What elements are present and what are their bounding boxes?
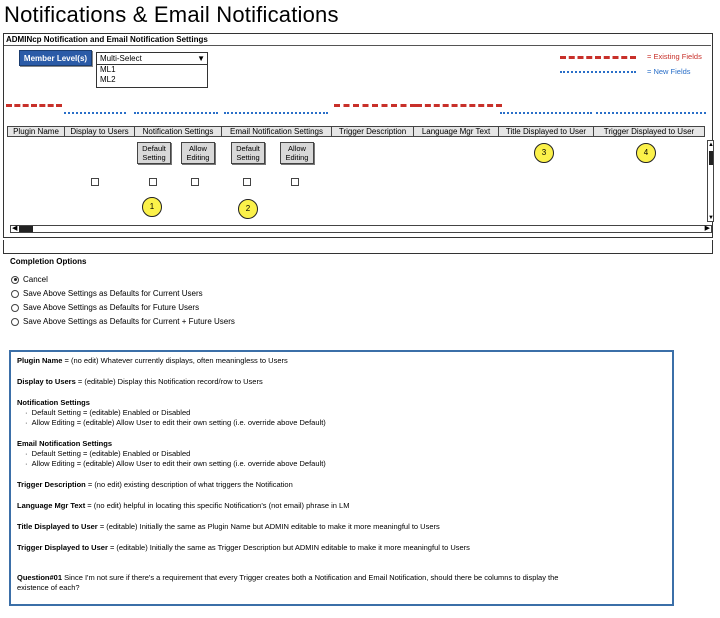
radio-icon[interactable]	[11, 290, 19, 298]
page-title: Notifications & Email Notifications	[4, 2, 339, 27]
horizontal-scrollbar[interactable]	[10, 225, 712, 233]
button-label-line: Setting	[142, 153, 166, 162]
option-label: Save Above Settings as Defaults for Future Users	[23, 303, 200, 312]
button-label-line: Editing	[186, 153, 210, 162]
panel-header: ADMINcp Notification and Email Notification Settings	[6, 35, 208, 44]
button-label-line: Allow	[189, 144, 207, 153]
annotation-marker-2: 2	[238, 199, 258, 219]
existing-field-mark	[334, 104, 416, 107]
legend-existing-swatch	[560, 56, 636, 59]
note-email-notification-settings: Email Notification Settings	[17, 439, 113, 448]
new-field-mark	[224, 112, 328, 114]
option-ml1[interactable]: ML1	[100, 65, 116, 74]
note-title-displayed: Title Displayed to User = (editable) Initially the same as Plugin Name but ADMIN editable to make it more meaningful to Users	[17, 522, 440, 531]
note-trigger-description: Trigger Description = (no edit) existing description of what triggers the Notification	[17, 480, 293, 489]
note-trigger-displayed: Trigger Displayed to User = (editable) Initially the same as Trigger Description but ADMIN editable to make it more meaningful to Users	[17, 543, 470, 552]
option-label: Save Above Settings as Defaults for Current + Future Users	[23, 317, 235, 326]
col-title-displayed: Title Displayed to User	[498, 126, 594, 137]
display-to-users-checkbox[interactable]	[91, 178, 99, 186]
legend-new-swatch	[560, 71, 636, 73]
settings-panel	[3, 33, 713, 238]
note-bullet: · Default Setting = (editable) Enabled or Disabled	[25, 408, 191, 417]
dropdown-arrow-icon[interactable]: ▼	[197, 54, 205, 63]
col-trigger-displayed: Trigger Displayed to User	[593, 126, 705, 137]
legend-new-label: = New Fields	[647, 67, 691, 76]
col-notification-settings: Notification Settings	[134, 126, 222, 137]
completion-options-title: Completion Options	[10, 257, 87, 266]
radio-selected-icon[interactable]	[11, 276, 19, 284]
panel-footer	[3, 240, 713, 254]
notification-allow-checkbox[interactable]	[191, 178, 199, 186]
col-email-notification-settings: Email Notification Settings	[221, 126, 332, 137]
note-plugin-name: Plugin Name = (no edit) Whatever currently displays, often meaningless to Users	[17, 356, 288, 365]
button-label-line: Allow	[288, 144, 306, 153]
col-language-mgr-text: Language Mgr Text	[413, 126, 499, 137]
legend-existing-label: = Existing Fields	[647, 52, 702, 61]
col-trigger-description: Trigger Description	[331, 126, 414, 137]
vertical-scroll-thumb[interactable]	[709, 151, 713, 165]
new-field-mark	[64, 112, 126, 114]
email-default-checkbox[interactable]	[243, 178, 251, 186]
new-field-mark	[134, 112, 218, 114]
annotation-marker-4: 4	[636, 143, 656, 163]
col-plugin-name: Plugin Name	[7, 126, 65, 137]
button-label-line: Default	[236, 144, 260, 153]
horizontal-scroll-thumb[interactable]	[19, 226, 33, 232]
vertical-scrollbar[interactable]	[707, 140, 714, 222]
member-level-button[interactable]: Member Level(s)	[19, 50, 92, 66]
note-language-mgr-text: Language Mgr Text = (no edit) helpful in locating this specific Notification's (not email) phrase in LM	[17, 501, 350, 510]
note-bullet: · Allow Editing = (editable) Allow User to edit their own setting (i.e. override above Default)	[25, 459, 326, 468]
notification-allow-editing-button[interactable]	[181, 142, 215, 164]
annotation-marker-3: 3	[534, 143, 554, 163]
select-value: Multi-Select	[100, 54, 142, 63]
note-notification-settings: Notification Settings	[17, 398, 90, 407]
existing-field-mark	[6, 104, 62, 107]
option-label: Save Above Settings as Defaults for Current Users	[23, 289, 203, 298]
panel-header-divider	[4, 45, 711, 46]
existing-field-mark	[416, 104, 502, 107]
radio-icon[interactable]	[11, 304, 19, 312]
completion-option-current[interactable]	[11, 289, 203, 298]
radio-icon[interactable]	[11, 318, 19, 326]
note-question-continued: existence of each?	[17, 583, 80, 592]
member-level-options	[96, 65, 208, 88]
email-default-setting-button[interactable]	[231, 142, 265, 164]
new-field-mark	[596, 112, 706, 114]
note-display-to-users: Display to Users = (editable) Display this Notification record/row to Users	[17, 377, 263, 386]
scroll-up-icon[interactable]: ▲	[708, 142, 714, 148]
button-label-line: Setting	[236, 153, 260, 162]
member-level-select[interactable]	[96, 52, 208, 65]
option-ml2[interactable]: ML2	[100, 75, 116, 84]
completion-option-cancel[interactable]	[11, 275, 48, 284]
notification-default-setting-button[interactable]	[137, 142, 171, 164]
scroll-right-icon[interactable]: ▶	[704, 225, 710, 232]
option-label: Cancel	[23, 275, 48, 284]
email-allow-editing-button[interactable]	[280, 142, 314, 164]
notification-default-checkbox[interactable]	[149, 178, 157, 186]
note-bullet: · Allow Editing = (editable) Allow User to edit their own setting (i.e. override above Default)	[25, 418, 326, 427]
new-field-mark	[500, 112, 592, 114]
annotation-marker-1: 1	[142, 197, 162, 217]
button-label-line: Editing	[285, 153, 309, 162]
note-bullet: · Default Setting = (editable) Enabled or Disabled	[25, 449, 191, 458]
note-question: Question#01 Since I'm not sure if there's a requirement that every Trigger creates both a Notification and Email Notification, should there be columns to display the	[17, 573, 559, 582]
field-notes-box	[9, 350, 674, 606]
col-display-to-users: Display to Users	[64, 126, 135, 137]
email-allow-checkbox[interactable]	[291, 178, 299, 186]
scroll-left-icon[interactable]: ◀	[12, 225, 18, 232]
completion-option-future[interactable]	[11, 303, 199, 312]
button-label-line: Default	[142, 144, 166, 153]
scroll-down-icon[interactable]: ▼	[708, 215, 714, 221]
completion-option-current-future[interactable]	[11, 317, 235, 326]
